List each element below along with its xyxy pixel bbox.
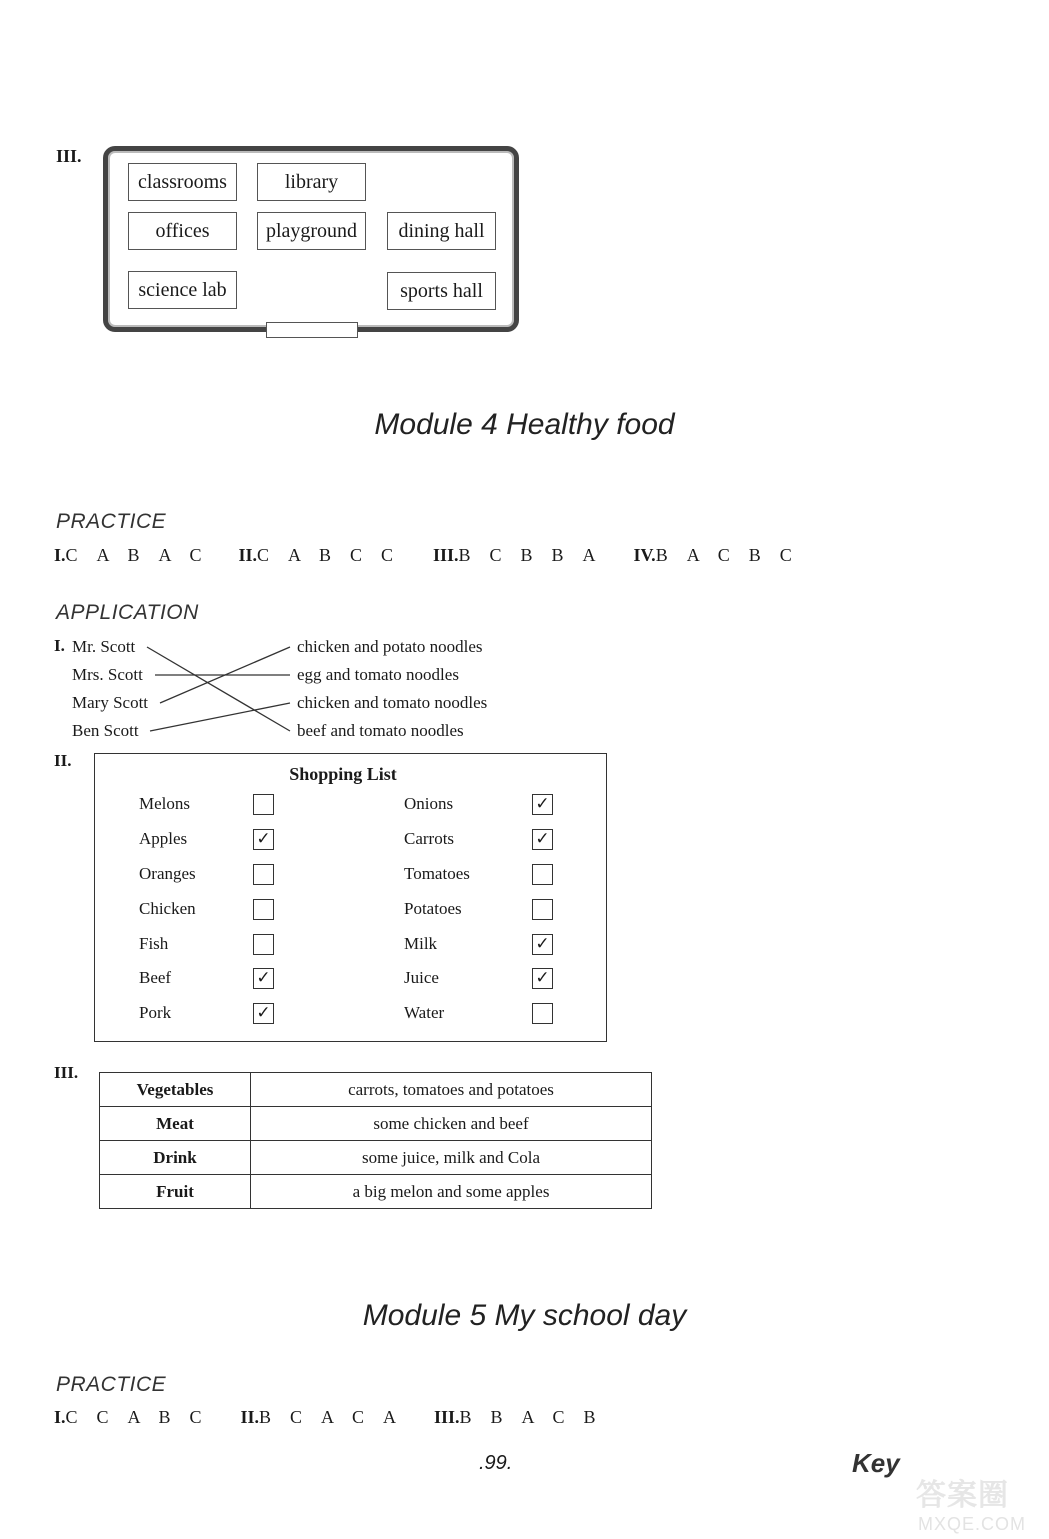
answer-letter: B xyxy=(551,545,564,565)
items-cell: some juice, milk and Cola xyxy=(251,1141,652,1175)
answer-letter: C xyxy=(381,545,394,565)
shop-item-oranges: Oranges xyxy=(139,864,196,883)
room-playground: playground xyxy=(257,212,366,250)
answer-letter: C xyxy=(65,1407,78,1427)
checkbox-apples[interactable]: ✓ xyxy=(253,829,274,850)
page-number: .99. xyxy=(479,1452,513,1474)
checkbox-melons[interactable] xyxy=(253,794,274,815)
category-cell: Fruit xyxy=(100,1175,251,1209)
key-label: Key xyxy=(852,1448,900,1478)
answer-letter: C xyxy=(552,1407,565,1427)
room-offices: offices xyxy=(128,212,237,250)
shop-item-chicken: Chicken xyxy=(139,899,196,918)
shop-item-fish: Fish xyxy=(139,934,169,953)
answer-letter: C xyxy=(189,1407,202,1427)
answer-letter: B xyxy=(583,1407,596,1427)
shop-item-beef: Beef xyxy=(139,968,172,987)
room-classrooms: classrooms xyxy=(128,163,237,201)
practice-heading-m4: PRACTICE xyxy=(56,510,167,533)
answer-letter: B xyxy=(655,545,668,565)
checkbox-beef[interactable]: ✓ xyxy=(253,968,274,989)
dish-4: beef and tomato noodles xyxy=(297,721,464,740)
answer-letter: C xyxy=(779,545,792,565)
answer-letter: C xyxy=(717,545,730,565)
checkbox-tomatoes[interactable] xyxy=(532,864,553,885)
matching-lines xyxy=(0,0,1049,760)
food-summary-table xyxy=(99,1072,652,1209)
checkbox-chicken[interactable] xyxy=(253,899,274,920)
match-line-mr-scott xyxy=(147,647,290,731)
person-mrs-scott: Mrs. Scott xyxy=(72,665,143,684)
checkbox-carrots[interactable]: ✓ xyxy=(532,829,553,850)
dish-1: chicken and potato noodles xyxy=(297,637,483,656)
answer-letter: B xyxy=(520,545,533,565)
practice-answers-m5 xyxy=(54,1407,615,1428)
answer-letter: B xyxy=(748,545,761,565)
answer-letter: A xyxy=(383,1407,397,1427)
answer-letter: B xyxy=(490,1407,503,1427)
module-4-title: Module 4 Healthy food xyxy=(374,408,675,441)
section-label-iii-map: III. xyxy=(56,146,82,166)
answer-letter: C xyxy=(189,545,202,565)
answer-group xyxy=(434,1407,615,1428)
category-cell: Drink xyxy=(100,1141,251,1175)
answer-group-label: I. xyxy=(54,545,66,565)
table-row xyxy=(100,1175,652,1209)
answer-letter: A xyxy=(686,545,700,565)
shop-item-onions: Onions xyxy=(404,794,454,813)
answer-letter: A xyxy=(582,545,596,565)
checkbox-oranges[interactable] xyxy=(253,864,274,885)
answer-letter: B xyxy=(319,545,332,565)
checkbox-juice[interactable]: ✓ xyxy=(532,968,553,989)
answer-group-label: II. xyxy=(240,1407,260,1427)
items-cell: some chicken and beef xyxy=(251,1107,652,1141)
checkbox-milk[interactable]: ✓ xyxy=(532,934,553,955)
room-dining-hall: dining hall xyxy=(387,212,496,250)
items-cell: a big melon and some apples xyxy=(251,1175,652,1209)
answer-letter: C xyxy=(350,545,363,565)
shop-item-pork: Pork xyxy=(139,1003,172,1022)
person-mary-scott: Mary Scott xyxy=(72,693,149,712)
answer-letter: A xyxy=(521,1407,535,1427)
answer-letter: B xyxy=(127,545,140,565)
answer-letter: A xyxy=(158,545,172,565)
shop-item-juice: Juice xyxy=(404,968,439,987)
room-library: library xyxy=(257,163,366,201)
answer-group-label: III. xyxy=(434,1407,460,1427)
table-row xyxy=(100,1073,652,1107)
watermark-url: MXQE.COM xyxy=(918,1514,1027,1534)
table-row xyxy=(100,1107,652,1141)
shop-item-carrots: Carrots xyxy=(404,829,455,848)
shop-item-milk: Milk xyxy=(404,934,438,953)
shopping-list xyxy=(94,753,607,1042)
answer-group-label: I. xyxy=(54,1407,66,1427)
shop-item-tomatoes: Tomatoes xyxy=(404,864,470,883)
match-line-ben-scott xyxy=(150,703,290,731)
answer-letter: B xyxy=(458,545,471,565)
answer-group-label: III. xyxy=(433,545,459,565)
answer-letter: B xyxy=(459,1407,472,1427)
module-5-title: Module 5 My school day xyxy=(362,1299,687,1332)
answer-letter: A xyxy=(127,1407,141,1427)
answer-group xyxy=(241,1407,430,1428)
shop-item-potatoes: Potatoes xyxy=(404,899,462,918)
person-mr-scott: Mr. Scott xyxy=(72,637,136,656)
checkbox-onions[interactable]: ✓ xyxy=(532,794,553,815)
application-heading: APPLICATION xyxy=(56,601,199,624)
answer-letter: C xyxy=(489,545,502,565)
shopping-list-title: Shopping List xyxy=(289,764,397,784)
answer-letter: C xyxy=(65,545,78,565)
practice-heading-m5: PRACTICE xyxy=(56,1373,167,1396)
summary-label: III. xyxy=(54,1063,79,1082)
shopping-label: II. xyxy=(54,751,72,770)
answer-letter: C xyxy=(290,1407,303,1427)
category-cell: Vegetables xyxy=(100,1073,251,1107)
category-cell: Meat xyxy=(100,1107,251,1141)
checkbox-pork[interactable]: ✓ xyxy=(253,1003,274,1024)
shop-item-water: Water xyxy=(404,1003,445,1022)
answer-group-label: IV. xyxy=(633,545,656,565)
answer-letter: C xyxy=(257,545,270,565)
shop-item-melons: Melons xyxy=(139,794,190,813)
dish-3: chicken and tomato noodles xyxy=(297,693,488,712)
checkbox-fish[interactable] xyxy=(253,934,274,955)
room-sports-hall: sports hall xyxy=(387,272,496,310)
answer-letter: A xyxy=(321,1407,335,1427)
answer-letter: C xyxy=(96,1407,109,1427)
answer-letter: C xyxy=(352,1407,365,1427)
checkbox-potatoes[interactable] xyxy=(532,899,553,920)
room-science-lab: science lab xyxy=(128,271,237,309)
matching-label: I. xyxy=(54,636,65,655)
answer-letter: A xyxy=(96,545,110,565)
answer-letter: B xyxy=(158,1407,171,1427)
checkbox-water[interactable] xyxy=(532,1003,553,1024)
shop-item-apples: Apples xyxy=(139,829,188,848)
person-ben-scott: Ben Scott xyxy=(72,721,139,740)
items-cell: carrots, tomatoes and potatoes xyxy=(251,1073,652,1107)
answer-group xyxy=(54,1407,236,1428)
answer-letter: B xyxy=(259,1407,272,1427)
dish-2: egg and tomato noodles xyxy=(297,665,459,684)
answer-letter: A xyxy=(288,545,302,565)
answer-group-label: II. xyxy=(238,545,258,565)
table-row xyxy=(100,1141,652,1175)
watermark-logo: 答案圈 xyxy=(916,1479,1009,1512)
